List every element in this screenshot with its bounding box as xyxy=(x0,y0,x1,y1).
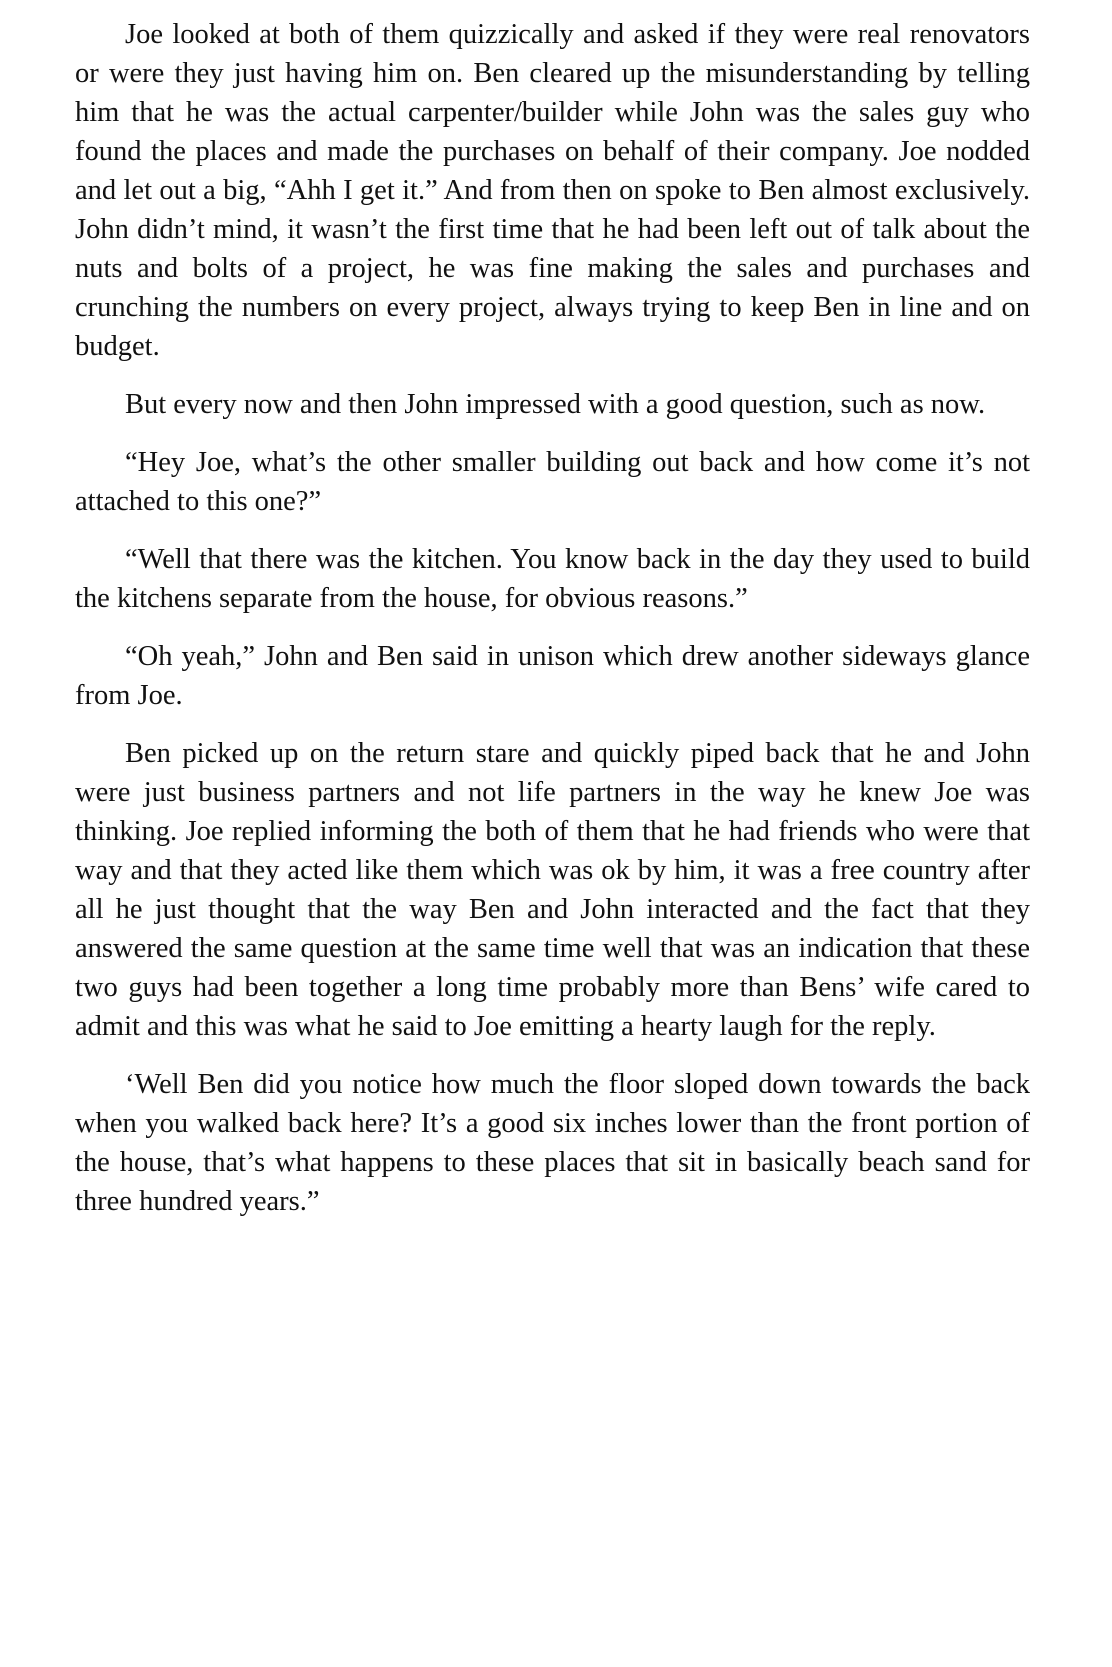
paragraph: “Oh yeah,” John and Ben said in unison which drew another sideways glance from Joe. xyxy=(75,641,1030,711)
paragraph: “Hey Joe, what’s the other smaller building out back and how come it’s not attached to this one?” xyxy=(75,447,1030,517)
paragraph: “Well that there was the kitchen. You know back in the day they used to build the kitchens separate from the house, for obvious reasons.” xyxy=(75,544,1030,614)
paragraph: ‘Well Ben did you notice how much the floor sloped down towards the back when you walked back here? It’s a good six inches lower than the front portion of the house, that’s what happens to these places that sit in basically beach sand for three hundred years.” xyxy=(75,1069,1030,1217)
paragraph: But every now and then John impressed with a good question, such as now. xyxy=(125,389,986,420)
document-page xyxy=(75,15,1030,1240)
paragraph: Joe looked at both of them quizzically and asked if they were real renovators or were they just having him on. Ben cleared up the misunderstanding by telling him that he was the actual carpenter/builder while John was the sales guy who found the places and made the purchases on behalf of their company. Joe nodded and let out a big, “Ahh I get it.” And from then on spoke to Ben almost exclusively. John didn’t mind, it wasn’t the first time that he had been left out of talk about the nuts and bolts of a project, he was fine making the sales and purchases and crunching the numbers on every project, always trying to keep Ben in line and on budget. xyxy=(75,19,1030,362)
paragraph: Ben picked up on the return stare and quickly piped back that he and John were just business partners and not life partners in the way he knew Joe was thinking. Joe replied informing the both of them that he had friends who were that way and that they acted like them which was ok by him, it was a free country after all he just thought that the way Ben and John interacted and the fact that they answered the same question at the same time well that was an indication that these two guys had been together a long time probably more than Bens’ wife cared to admit and this was what he said to Joe emitting a hearty laugh for the reply. xyxy=(75,738,1030,1042)
